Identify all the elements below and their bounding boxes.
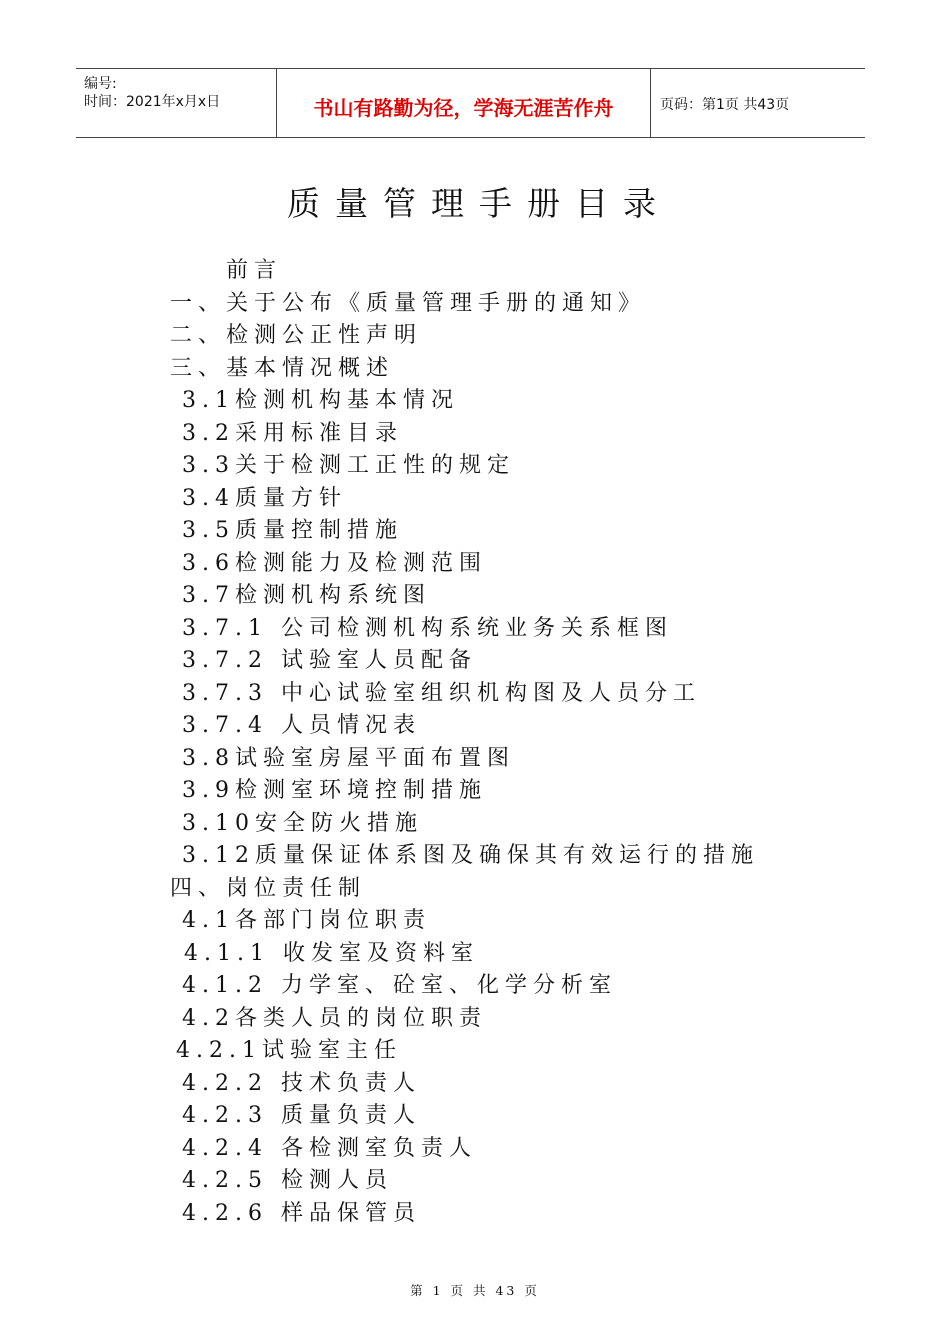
header-page-cell: [650, 69, 865, 137]
toc-entry: 3.6检测能力及检测范围: [182, 550, 487, 576]
toc-entry: 4.1.1 收发室及资料室: [184, 940, 479, 966]
toc-entry: 4.2.4 各检测室负责人: [182, 1135, 477, 1161]
toc-entry: 4.1各部门岗位职责: [182, 908, 431, 933]
toc-entry: 4.2各类人员的岗位职责: [182, 1005, 487, 1031]
header-page-number: 页码：第1页 共43页: [660, 97, 790, 113]
toc-entry: 4.2.1试验室主任: [176, 1038, 402, 1063]
toc-entry: 4.2.5 检测人员: [182, 1168, 393, 1193]
header-motto-cell: [276, 69, 651, 137]
toc-entry: 3.7检测机构系统图: [182, 583, 431, 608]
toc-entry: 3.2采用标准目录: [182, 420, 403, 446]
toc-entry: 4.2.2 技术负责人: [182, 1070, 421, 1096]
document-title: 质量管理手册目录: [287, 184, 671, 223]
toc-entry: 二、检测公正性声明: [170, 323, 423, 348]
toc-entry: 前言: [226, 258, 283, 283]
toc-entry: 3.10安全防火措施: [182, 810, 423, 836]
toc-entry: 3.3关于检测工正性的规定: [182, 453, 515, 478]
toc-entry: 四、岗位责任制: [170, 875, 367, 901]
toc-entry: 3.9检测室环境控制措施: [182, 778, 487, 803]
toc-entry: 4.1.2 力学室、砼室、化学分析室: [182, 973, 617, 998]
toc-entry: 3.12质量保证体系图及确保其有效运行的措施: [182, 843, 759, 868]
document-date-label: 时间：2021年x月x日: [84, 94, 221, 110]
header-motto: 书山有路勤为径，学海无涯苦作舟: [313, 96, 614, 120]
toc-entry: 3.4质量方针: [182, 485, 347, 511]
page-header: [76, 68, 865, 138]
toc-entry: 4.2.6 样品保管员: [182, 1200, 421, 1226]
toc-entry: 3.7.1 公司检测机构系统业务关系框图: [182, 615, 673, 641]
document-number-label: 编号:: [84, 76, 117, 92]
header-info-cell: [76, 69, 276, 137]
toc-entry: 3.7.3 中心试验室组织机构图及人员分工: [182, 680, 701, 706]
toc-entry: 一、关于公布《质量管理手册的通知》: [170, 290, 647, 316]
page-footer: 第 1 页 共 43 页: [410, 1283, 540, 1298]
toc-entry: 3.7.4 人员情况表: [182, 713, 421, 738]
toc-entry: 3.5质量控制措施: [182, 518, 403, 543]
toc-entry: 3.8试验室房屋平面布置图: [182, 745, 515, 771]
toc-entry: 三、基本情况概述: [170, 355, 395, 381]
toc-entry: 3.1检测机构基本情况: [182, 388, 459, 413]
toc-entry: 3.7.2 试验室人员配备: [182, 648, 477, 673]
toc-entry: 4.2.3 质量负责人: [182, 1103, 421, 1128]
